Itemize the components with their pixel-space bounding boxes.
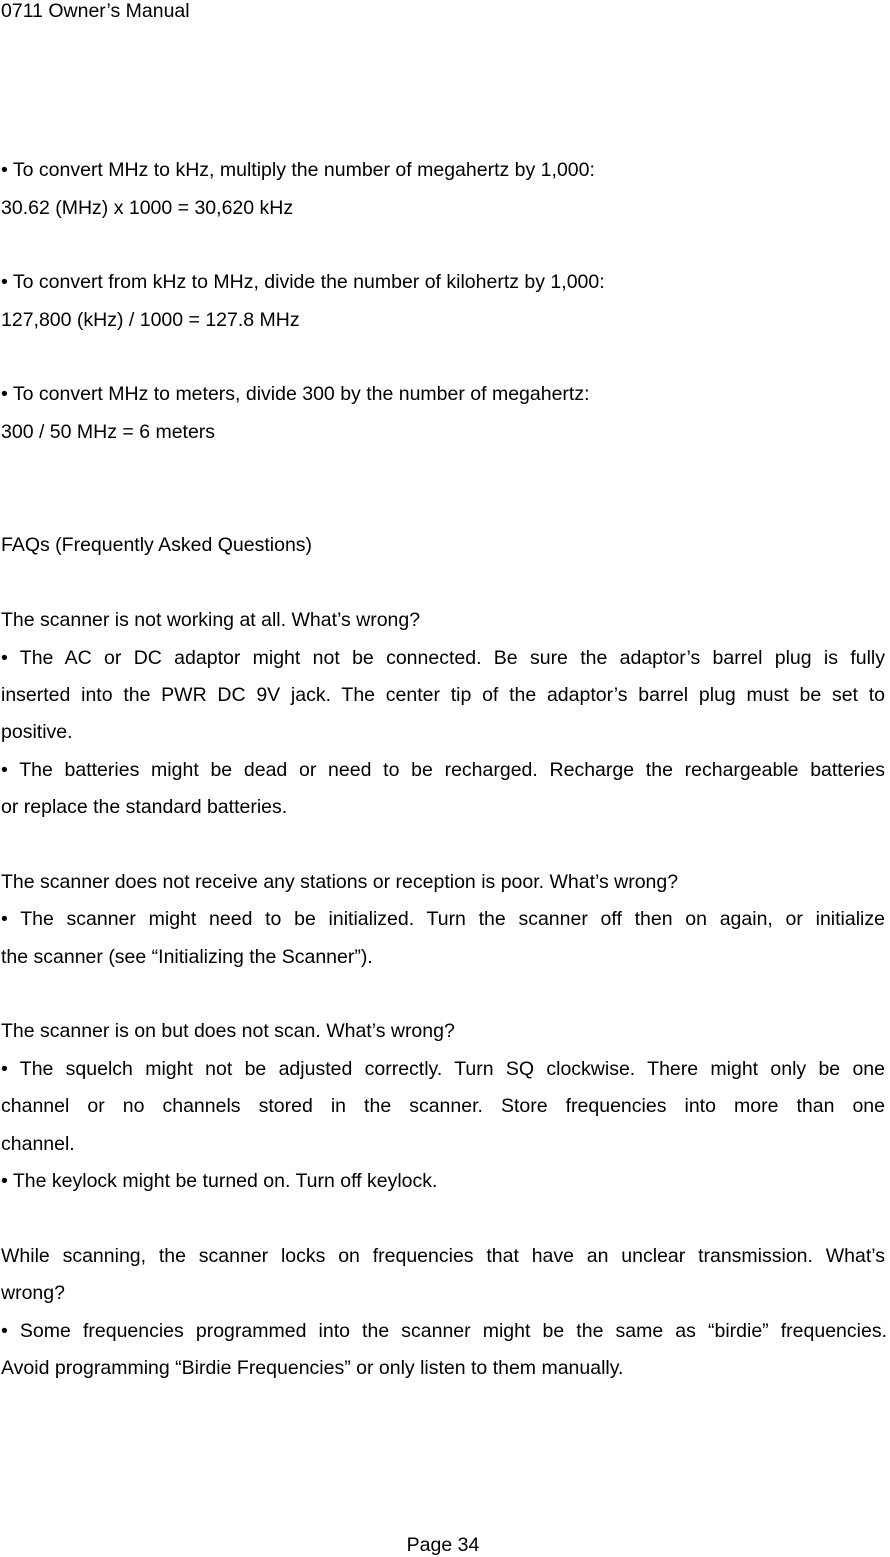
faq-answer-line: the scanner (see “Initializing the Scanner”). <box>1 946 373 968</box>
mhz-to-meters-rule: • To convert MHz to meters, divide 300 by the number of megahertz: <box>1 383 590 405</box>
faq-answer-line: or replace the standard batteries. <box>1 796 288 818</box>
khz-to-mhz-example: 127,800 (kHz) / 1000 = 127.8 MHz <box>1 309 300 331</box>
faq-answer-line: inserted into the PWR DC 9V jack. The center tip of the adaptor’s barrel plug must be set to <box>1 684 885 706</box>
faq-answer-line: positive. <box>1 721 73 743</box>
faq-answer-line: channel or no channels stored in the scanner. Store frequencies into more than one <box>1 1095 885 1117</box>
faq-question: The scanner is not working at all. What’s wrong? <box>1 609 421 631</box>
mhz-to-khz-rule: • To convert MHz to kHz, multiply the number of megahertz by 1,000: <box>1 159 595 181</box>
mhz-to-khz-example: 30.62 (MHz) x 1000 = 30,620 kHz <box>1 197 294 219</box>
faq-question: While scanning, the scanner locks on frequencies that have an unclear transmission. What’s <box>1 1245 885 1267</box>
faq-question: The scanner does not receive any stations or reception is poor. What’s wrong? <box>1 871 679 893</box>
faq-question: The scanner is on but does not scan. What’s wrong? <box>1 1020 455 1042</box>
manual-title: 0711 Owner’s Manual <box>1 0 190 22</box>
khz-to-mhz-rule: • To convert from kHz to MHz, divide the number of kilohertz by 1,000: <box>1 271 605 293</box>
faq-answer-line: • The batteries might be dead or need to be recharged. Recharge the rechargeable batteries <box>1 759 885 781</box>
faq-answer-line: • The keylock might be turned on. Turn off keylock. <box>1 1170 438 1192</box>
faq-answer-line: • The squelch might not be adjusted correctly. Turn SQ clockwise. There might only be one <box>1 1058 885 1080</box>
faq-answer-line: channel. <box>1 1133 75 1155</box>
faq-answer-line: • The scanner might need to be initialized. Turn the scanner off then on again, or initialize <box>1 908 885 930</box>
mhz-to-meters-example: 300 / 50 MHz = 6 meters <box>1 421 216 443</box>
faq-answer-line: • Some frequencies programmed into the scanner might be the same as “birdie” frequencies. <box>1 1320 887 1342</box>
faq-answer-line: Avoid programming “Birdie Frequencies” or only listen to them manually. <box>1 1357 624 1379</box>
faq-heading: FAQs (Frequently Asked Questions) <box>1 534 313 556</box>
faq-question: wrong? <box>1 1282 65 1304</box>
page-number: Page 34 <box>406 1534 480 1556</box>
faq-answer-line: • The AC or DC adaptor might not be connected. Be sure the adaptor’s barrel plug is fully <box>1 647 885 669</box>
